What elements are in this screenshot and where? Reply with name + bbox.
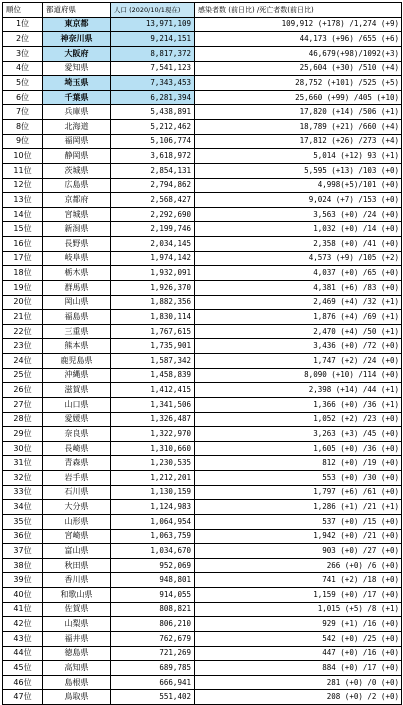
cell-prefecture: 群馬県 xyxy=(43,280,111,295)
table-row xyxy=(3,178,402,193)
cell-population: 1,926,370 xyxy=(111,280,195,295)
table-row xyxy=(3,32,402,47)
cell-population: 8,817,372 xyxy=(111,46,195,61)
cell-population: 2,199,746 xyxy=(111,222,195,237)
cell-rank: 34位 xyxy=(3,500,43,515)
cell-population: 952,069 xyxy=(111,558,195,573)
cell-prefecture: 鹿児島県 xyxy=(43,354,111,369)
table-row xyxy=(3,602,402,617)
cell-prefecture: 愛知県 xyxy=(43,61,111,76)
cell-cases: 812 (+0) /19 (+0) xyxy=(195,456,402,471)
cell-population: 1,064,954 xyxy=(111,514,195,529)
cell-rank: 12位 xyxy=(3,178,43,193)
cell-rank: 4位 xyxy=(3,61,43,76)
cell-rank: 27位 xyxy=(3,397,43,412)
cell-cases: 208 (+0) /2 (+0) xyxy=(195,690,402,705)
cell-rank: 30位 xyxy=(3,441,43,456)
cell-prefecture: 大阪府 xyxy=(43,46,111,61)
cell-population: 2,854,131 xyxy=(111,163,195,178)
cell-population: 5,212,462 xyxy=(111,120,195,135)
cell-cases: 17,812 (+26) /273 (+4) xyxy=(195,134,402,149)
cell-population: 666,941 xyxy=(111,675,195,690)
header-row xyxy=(3,3,402,18)
cell-rank: 11位 xyxy=(3,163,43,178)
cell-cases: 109,912 (+178) /1,274 (+9) xyxy=(195,17,402,32)
cell-population: 1,735,901 xyxy=(111,339,195,354)
cell-prefecture: 兵庫県 xyxy=(43,105,111,120)
cell-rank: 31位 xyxy=(3,456,43,471)
cell-prefecture: 徳島県 xyxy=(43,646,111,661)
cell-population: 1,882,356 xyxy=(111,295,195,310)
table-row xyxy=(3,690,402,705)
cell-population: 1,932,091 xyxy=(111,266,195,281)
cell-rank: 32位 xyxy=(3,471,43,486)
cell-population: 1,130,159 xyxy=(111,485,195,500)
cell-population: 1,412,415 xyxy=(111,383,195,398)
cell-population: 2,292,690 xyxy=(111,207,195,222)
cell-rank: 35位 xyxy=(3,514,43,529)
table-row xyxy=(3,354,402,369)
cell-population: 9,214,151 xyxy=(111,32,195,47)
cell-cases: 4,998(+5)/101 (+0) xyxy=(195,178,402,193)
cell-cases: 1,032 (+0) /14 (+0) xyxy=(195,222,402,237)
cell-prefecture: 福島県 xyxy=(43,310,111,325)
cell-rank: 1位 xyxy=(3,17,43,32)
cell-prefecture: 京都府 xyxy=(43,193,111,208)
cell-population: 7,343,453 xyxy=(111,76,195,91)
cell-prefecture: 福岡県 xyxy=(43,134,111,149)
cell-cases: 25,660 (+99) /405 (+10) xyxy=(195,90,402,105)
cell-prefecture: 福井県 xyxy=(43,631,111,646)
table-row xyxy=(3,163,402,178)
cell-cases: 3,263 (+3) /45 (+0) xyxy=(195,427,402,442)
cell-prefecture: 長野県 xyxy=(43,237,111,252)
cell-rank: 14位 xyxy=(3,207,43,222)
cell-cases: 903 (+0) /27 (+0) xyxy=(195,544,402,559)
cell-population: 1,230,535 xyxy=(111,456,195,471)
cell-rank: 10位 xyxy=(3,149,43,164)
cell-rank: 8位 xyxy=(3,120,43,135)
table-row xyxy=(3,412,402,427)
cell-rank: 41位 xyxy=(3,602,43,617)
cell-rank: 46位 xyxy=(3,675,43,690)
cell-rank: 47位 xyxy=(3,690,43,705)
table-row xyxy=(3,222,402,237)
cell-cases: 1,159 (+0) /17 (+0) xyxy=(195,588,402,603)
cell-prefecture: 愛媛県 xyxy=(43,412,111,427)
cell-population: 5,106,774 xyxy=(111,134,195,149)
cell-prefecture: 神奈川県 xyxy=(43,32,111,47)
cell-prefecture: 埼玉県 xyxy=(43,76,111,91)
cell-rank: 40位 xyxy=(3,588,43,603)
cell-prefecture: 岐阜県 xyxy=(43,251,111,266)
table-row xyxy=(3,646,402,661)
table-row xyxy=(3,120,402,135)
cell-cases: 46,679(+98)/1092(+3) xyxy=(195,46,402,61)
cell-rank: 42位 xyxy=(3,617,43,632)
table-row xyxy=(3,456,402,471)
cell-cases: 929 (+1) /16 (+0) xyxy=(195,617,402,632)
cell-population: 1,063,759 xyxy=(111,529,195,544)
table-row xyxy=(3,105,402,120)
table-row xyxy=(3,266,402,281)
cell-population: 2,568,427 xyxy=(111,193,195,208)
cell-rank: 43位 xyxy=(3,631,43,646)
cell-population: 7,541,123 xyxy=(111,61,195,76)
cell-rank: 9位 xyxy=(3,134,43,149)
cell-rank: 3位 xyxy=(3,46,43,61)
cell-population: 914,055 xyxy=(111,588,195,603)
cell-population: 2,034,145 xyxy=(111,237,195,252)
table-row xyxy=(3,339,402,354)
cell-cases: 884 (+0) /17 (+0) xyxy=(195,661,402,676)
cell-population: 1,034,670 xyxy=(111,544,195,559)
cell-population: 13,971,109 xyxy=(111,17,195,32)
cell-rank: 17位 xyxy=(3,251,43,266)
cell-cases: 1,052 (+2) /23 (+0) xyxy=(195,412,402,427)
cell-rank: 36位 xyxy=(3,529,43,544)
cell-prefecture: 栃木県 xyxy=(43,266,111,281)
cell-population: 806,210 xyxy=(111,617,195,632)
cell-prefecture: 大分県 xyxy=(43,500,111,515)
table-row xyxy=(3,397,402,412)
cell-rank: 33位 xyxy=(3,485,43,500)
cell-population: 1,458,839 xyxy=(111,368,195,383)
prefecture-table xyxy=(2,2,402,705)
cell-cases: 447 (+0) /16 (+0) xyxy=(195,646,402,661)
cell-prefecture: 山梨県 xyxy=(43,617,111,632)
cell-prefecture: 広島県 xyxy=(43,178,111,193)
cell-population: 1,326,487 xyxy=(111,412,195,427)
cell-rank: 25位 xyxy=(3,368,43,383)
cell-prefecture: 富山県 xyxy=(43,544,111,559)
table-row xyxy=(3,207,402,222)
cell-cases: 741 (+2) /18 (+0) xyxy=(195,573,402,588)
cell-rank: 15位 xyxy=(3,222,43,237)
cell-population: 762,679 xyxy=(111,631,195,646)
table-row xyxy=(3,134,402,149)
table-row xyxy=(3,588,402,603)
cell-rank: 22位 xyxy=(3,324,43,339)
cell-rank: 38位 xyxy=(3,558,43,573)
cell-population: 5,438,891 xyxy=(111,105,195,120)
header-rank: 順位 xyxy=(3,3,43,18)
table-row xyxy=(3,383,402,398)
cell-population: 1,767,615 xyxy=(111,324,195,339)
cell-rank: 16位 xyxy=(3,237,43,252)
table-row xyxy=(3,471,402,486)
cell-cases: 537 (+0) /15 (+0) xyxy=(195,514,402,529)
cell-rank: 2位 xyxy=(3,32,43,47)
cell-prefecture: 東京都 xyxy=(43,17,111,32)
table-row xyxy=(3,441,402,456)
cell-rank: 21位 xyxy=(3,310,43,325)
cell-rank: 23位 xyxy=(3,339,43,354)
table-row xyxy=(3,149,402,164)
cell-prefecture: 奈良県 xyxy=(43,427,111,442)
cell-cases: 542 (+0) /25 (+0) xyxy=(195,631,402,646)
cell-prefecture: 岡山県 xyxy=(43,295,111,310)
table-row xyxy=(3,514,402,529)
cell-prefecture: 熊本県 xyxy=(43,339,111,354)
table-row xyxy=(3,90,402,105)
cell-rank: 44位 xyxy=(3,646,43,661)
cell-population: 3,618,972 xyxy=(111,149,195,164)
cell-rank: 5位 xyxy=(3,76,43,91)
cell-prefecture: 滋賀県 xyxy=(43,383,111,398)
cell-prefecture: 島根県 xyxy=(43,675,111,690)
cell-prefecture: 高知県 xyxy=(43,661,111,676)
cell-cases: 1,605 (+0) /36 (+0) xyxy=(195,441,402,456)
cell-population: 1,310,660 xyxy=(111,441,195,456)
cell-cases: 1,286 (+1) /21 (+1) xyxy=(195,500,402,515)
cell-prefecture: 和歌山県 xyxy=(43,588,111,603)
cell-population: 1,341,506 xyxy=(111,397,195,412)
cell-prefecture: 香川県 xyxy=(43,573,111,588)
cell-cases: 281 (+0) /0 (+0) xyxy=(195,675,402,690)
cell-population: 6,281,394 xyxy=(111,90,195,105)
table-row xyxy=(3,76,402,91)
cell-rank: 28位 xyxy=(3,412,43,427)
cell-population: 1,124,983 xyxy=(111,500,195,515)
cell-cases: 2,470 (+4) /50 (+1) xyxy=(195,324,402,339)
table-row xyxy=(3,675,402,690)
table-row xyxy=(3,500,402,515)
cell-cases: 4,037 (+0) /65 (+0) xyxy=(195,266,402,281)
table-row xyxy=(3,427,402,442)
cell-prefecture: 岩手県 xyxy=(43,471,111,486)
cell-prefecture: 佐賀県 xyxy=(43,602,111,617)
table-body xyxy=(3,17,402,704)
cell-prefecture: 青森県 xyxy=(43,456,111,471)
cell-cases: 8,090 (+10) /114 (+0) xyxy=(195,368,402,383)
header-prefecture: 都道府県 xyxy=(43,3,111,18)
cell-prefecture: 秋田県 xyxy=(43,558,111,573)
table-row xyxy=(3,661,402,676)
table-row xyxy=(3,251,402,266)
cell-rank: 24位 xyxy=(3,354,43,369)
cell-cases: 266 (+0) /6 (+0) xyxy=(195,558,402,573)
cell-prefecture: 宮崎県 xyxy=(43,529,111,544)
cell-population: 1,974,142 xyxy=(111,251,195,266)
cell-rank: 39位 xyxy=(3,573,43,588)
cell-prefecture: 宮城県 xyxy=(43,207,111,222)
cell-cases: 25,604 (+30) /510 (+4) xyxy=(195,61,402,76)
cell-population: 2,794,862 xyxy=(111,178,195,193)
table-row xyxy=(3,485,402,500)
cell-cases: 1,876 (+4) /69 (+1) xyxy=(195,310,402,325)
cell-rank: 29位 xyxy=(3,427,43,442)
cell-cases: 18,789 (+21) /660 (+4) xyxy=(195,120,402,135)
cell-cases: 17,820 (+14) /506 (+1) xyxy=(195,105,402,120)
table-row xyxy=(3,631,402,646)
cell-prefecture: 長崎県 xyxy=(43,441,111,456)
cell-cases: 2,469 (+4) /32 (+1) xyxy=(195,295,402,310)
cell-cases: 1,942 (+0) /21 (+0) xyxy=(195,529,402,544)
cell-cases: 44,173 (+96) /655 (+6) xyxy=(195,32,402,47)
table-row xyxy=(3,324,402,339)
cell-rank: 20位 xyxy=(3,295,43,310)
cell-prefecture: 山口県 xyxy=(43,397,111,412)
table-row xyxy=(3,46,402,61)
table-row xyxy=(3,573,402,588)
table-row xyxy=(3,617,402,632)
cell-rank: 26位 xyxy=(3,383,43,398)
table-row xyxy=(3,295,402,310)
cell-prefecture: 鳥取県 xyxy=(43,690,111,705)
cell-cases: 2,358 (+0) /41 (+0) xyxy=(195,237,402,252)
cell-cases: 3,563 (+0) /24 (+0) xyxy=(195,207,402,222)
cell-population: 1,830,114 xyxy=(111,310,195,325)
cell-population: 808,821 xyxy=(111,602,195,617)
table-row xyxy=(3,529,402,544)
cell-prefecture: 石川県 xyxy=(43,485,111,500)
table-row xyxy=(3,193,402,208)
table-row xyxy=(3,61,402,76)
cell-cases: 553 (+0) /30 (+0) xyxy=(195,471,402,486)
cell-prefecture: 千葉県 xyxy=(43,90,111,105)
table-row xyxy=(3,280,402,295)
cell-prefecture: 山形県 xyxy=(43,514,111,529)
table-row xyxy=(3,368,402,383)
cell-population: 721,269 xyxy=(111,646,195,661)
cell-cases: 1,747 (+2) /24 (+0) xyxy=(195,354,402,369)
cell-population: 551,402 xyxy=(111,690,195,705)
cell-cases: 4,381 (+6) /83 (+0) xyxy=(195,280,402,295)
cell-cases: 5,595 (+13) /103 (+0) xyxy=(195,163,402,178)
cell-cases: 2,398 (+14) /44 (+1) xyxy=(195,383,402,398)
cell-rank: 18位 xyxy=(3,266,43,281)
cell-prefecture: 三重県 xyxy=(43,324,111,339)
cell-rank: 19位 xyxy=(3,280,43,295)
cell-prefecture: 新潟県 xyxy=(43,222,111,237)
table-row xyxy=(3,310,402,325)
cell-cases: 1,366 (+0) /36 (+1) xyxy=(195,397,402,412)
table-row xyxy=(3,17,402,32)
cell-rank: 7位 xyxy=(3,105,43,120)
cell-rank: 6位 xyxy=(3,90,43,105)
header-population: 人口 (2020/10/1現在) xyxy=(111,3,195,18)
table-row xyxy=(3,237,402,252)
cell-cases: 3,436 (+0) /72 (+0) xyxy=(195,339,402,354)
cell-population: 1,212,201 xyxy=(111,471,195,486)
cell-cases: 5,014 (+12) 93 (+1) xyxy=(195,149,402,164)
cell-cases: 4,573 (+9) /105 (+2) xyxy=(195,251,402,266)
cell-population: 1,322,970 xyxy=(111,427,195,442)
cell-population: 1,587,342 xyxy=(111,354,195,369)
cell-prefecture: 茨城県 xyxy=(43,163,111,178)
cell-cases: 9,024 (+7) /153 (+0) xyxy=(195,193,402,208)
cell-rank: 37位 xyxy=(3,544,43,559)
cell-prefecture: 沖縄県 xyxy=(43,368,111,383)
table-row xyxy=(3,544,402,559)
cell-rank: 45位 xyxy=(3,661,43,676)
cell-prefecture: 静岡県 xyxy=(43,149,111,164)
cell-cases: 28,752 (+101) /525 (+5) xyxy=(195,76,402,91)
cell-cases: 1,015 (+5) /8 (+1) xyxy=(195,602,402,617)
table-row xyxy=(3,558,402,573)
cell-rank: 13位 xyxy=(3,193,43,208)
cell-cases: 1,797 (+6) /61 (+0) xyxy=(195,485,402,500)
cell-population: 689,785 xyxy=(111,661,195,676)
cell-population: 948,801 xyxy=(111,573,195,588)
cell-prefecture: 北海道 xyxy=(43,120,111,135)
header-cases: 感染者数 (前日比) /死亡者数(前日比) xyxy=(195,3,402,18)
